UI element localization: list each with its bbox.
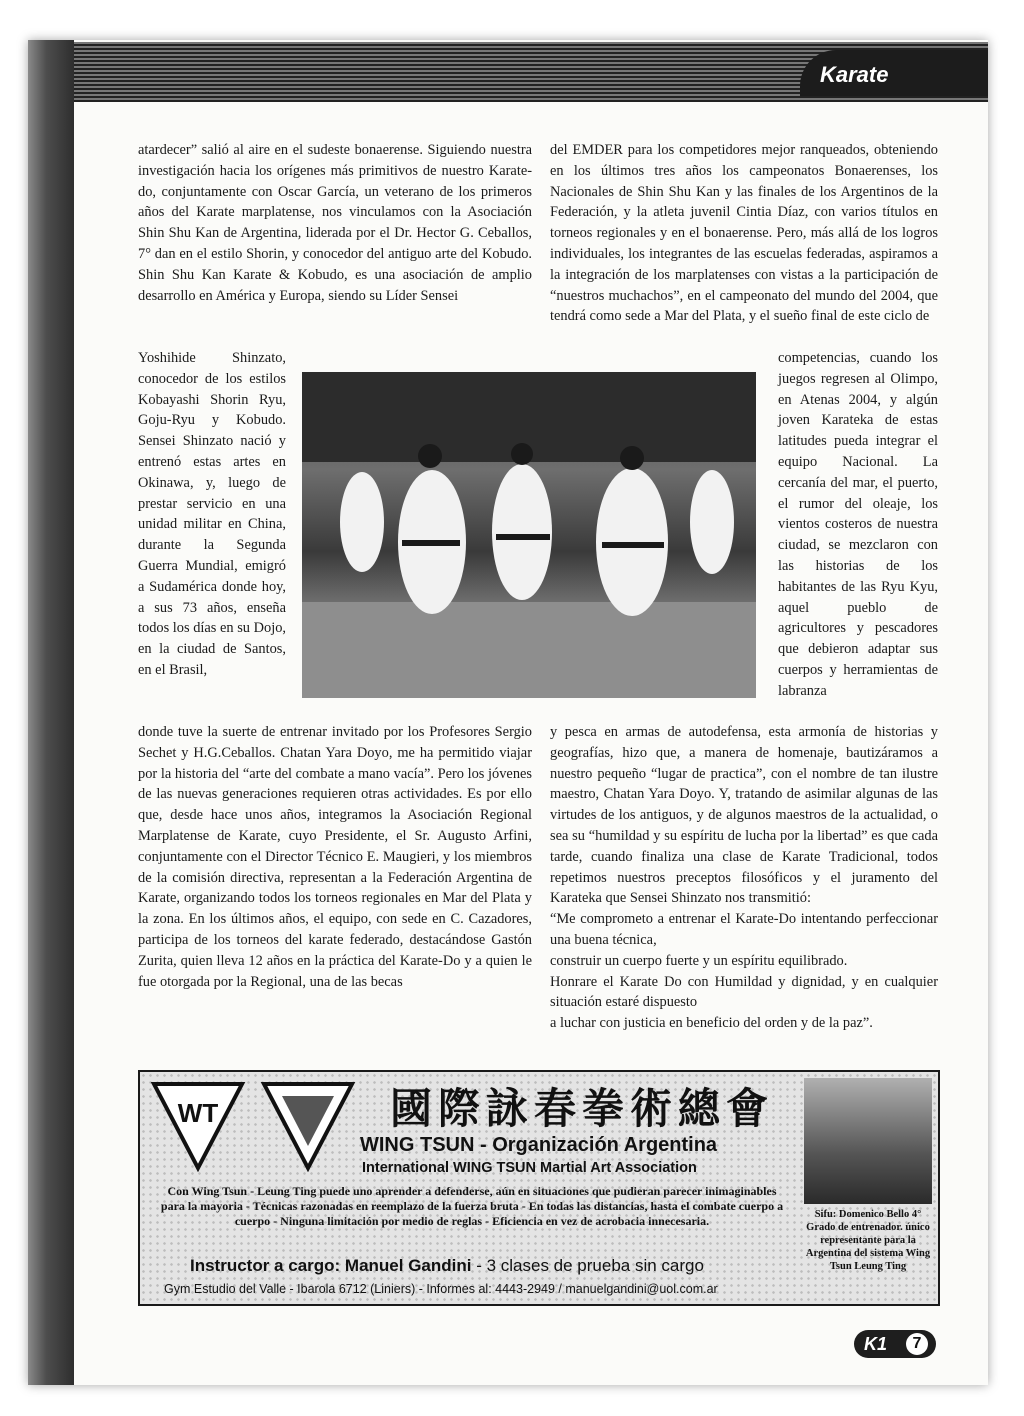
page-number: 7	[906, 1333, 928, 1355]
instructor-extra: - 3 clases de prueba sin cargo	[471, 1256, 704, 1275]
oath-line: Honrare el Karate Do con Humildad y dignidad, y en cualquier situación estaré dispuesto	[550, 973, 938, 1011]
sifu-photo	[804, 1078, 932, 1204]
page-spine	[28, 40, 74, 1385]
wing-tsun-ad	[138, 1070, 940, 1306]
page-folio	[854, 1330, 936, 1358]
sifu-caption: Sifu: Domenico Bello 4° Grado de entrenador. único representante para la Argentina del sistema Wing Tsun Leung Ting	[805, 1209, 931, 1272]
article-left-top	[138, 140, 532, 306]
oath-line: a luchar con justicia en beneficio del orden y de la paz”.	[550, 1015, 873, 1032]
article-text: del EMDER para los competidores mejor ranqueados, obteniendo en los últimos tres años los campeonatos Bonaerenses, los Nacionales de Shin Shu Kan y las finales de los Argentinos de la Federación, y la atleta juvenil Cintia Díaz, con varios títulos en torneos regionales y en el bonaerense. Pero, más allá de los logros individuales, los integrantes de las escuelas federadas, aspiramos a la integración de los marplatenses con vistas a la participación de “nuestros muchachos”, en el campeonato del mundo del 2004, que tendrá como sede a Mar del Plata, y el sueño final de este ciclo de	[550, 142, 938, 325]
photo-illustration	[302, 372, 756, 698]
article-left-wrap	[138, 348, 286, 681]
oath-line: construir un cuerpo fuerte y un espíritu equilibrado.	[550, 952, 848, 969]
instructor-label: Instructor a cargo: Manuel Gandini	[190, 1256, 472, 1275]
ad-chinese-title: 國際詠春拳術總會	[390, 1084, 775, 1133]
article-text: donde tuve la suerte de entrenar invitado por los Profesores Sergio Sechet y H.G.Ceballos. Chatan Yara Doyo, me ha permitido viajar por la historia del “arte del combate a mano vacía”. Pero los jóvenes de las nuevas generaciones requieren otras actividades. Es por ello que, desde hace unos años, integramos la Asociación Regional Marplatense de Karate, cuyo Presidente, el Sr. Augusto Arfini, conjuntamente con el Director Técnico E. Maugieri, y los miembros de la comisión directiva, representan a la Federación Argentina de Karate, organizando todos los torneos regionales en Mar del Plata y la zona. En los últimos años, el equipo, con sede en C. Cazadores, participa de los torneos del karate federado, destacándose Gastón Zurita, quien lleva 12 años en la práctica del Karate-Do y a quien le fue otorgada por la Regional, una de las becas	[138, 724, 532, 990]
article-text: y pesca en armas de autodefensa, esta armonía de historias y geografías, hizo que, a manera de homenaje, bautizáramos a nuestro pequeño “lugar de practica”, con el nombre de tan ilustre maestro, Chatan Yara Doyo. Y, tratando de asimilar algunas de las virtudes de los antiguos, y de algunos maestros de la actualidad, o sea su “humildad y su espíritu de lucha por la libertad” es que cada tarde, cuando finaliza una clase de Karate Tradicional, todos repetimos nuestros preceptos filosóficos y el juramento del Karateka que Sensei Shinzato nos transmitió:	[550, 724, 938, 907]
article-text: atardecer” salió al aire en el sudeste bonaerense. Siguiendo nuestra investigación hacia los orígenes más primitivos de nuestro Karate-do, conjuntamente con Oscar García, un veterano de los primeros años del Karate marplatense, nos vinculamos con la Asociación Shin Shu Kan de Argentina, liderada por el Dr. Hector G. Ceballos, 7° dan en el estilo Shorin, y conocedor del antiguo arte del Kobudo. Shin Shu Kan Karate & Kobudo, es una asociación de amplio desarrollo en América y Europa, siendo su Líder Sensei	[138, 142, 532, 304]
ad-contact-footer: Gym Estudio del Valle - Ibarola 6712 (Liniers) - Informes al: 4443-2949 / manuelgandini@uol.com.ar	[164, 1282, 718, 1296]
section-label: Karate	[820, 62, 889, 87]
article-right-bottom	[550, 722, 938, 1034]
magazine-page	[28, 40, 988, 1385]
article-left-bottom	[138, 722, 532, 992]
wt-logo-text: WT	[177, 1098, 219, 1128]
article-text: competencias, cuando los juegos regresen al Olimpo, en Atenas 2004, y algún joven Karateka de estas latitudes pueda integrar el equipo Nacional. La cercanía del mar, el puerto, el rumor del oleaje, los vientos costeros de nuestra ciudad, se mezclaron con las historias de los habitantes de las Ryu Kyu, aquel pueblo de agricultores y pescadores que debieron adaptar sus cuerpos y herramientas de labranza	[778, 350, 938, 699]
triangle-logo-icon	[260, 1080, 356, 1172]
ad-subtitle: International WING TSUN Martial Art Association	[362, 1160, 697, 1176]
article-text: Yoshihide Shinzato, conocedor de los estilos Kobayashi Shorin Ryu, Goju-Ryu y Kobudo. Sensei Shinzato nació y entrenó estas artes en Okinawa, y, luego de prestar servicio en una unidad militar en China, durante la Segunda Guerra Mundial, emigró a Sudamérica donde hoy, a sus 73 años, enseña todos los días en su Dojo, en la ciudad de Santos, en el Brasil,	[138, 350, 286, 678]
article-right-top	[550, 140, 938, 327]
karate-training-photo	[302, 372, 756, 698]
ad-body: Con Wing Tsun - Leung Ting puede uno aprender a defenderse, aún en situaciones que pudieran parecer inimaginables para la mayoria - Técnicas razonadas en reemplazo de la fuerza bruta - En todas las distancias, hasta el combate cuerpo a cuerpo - Ninguna limitación por medio de reglas - Eficiencia en vez de acrobacia innecesaria.	[160, 1184, 784, 1228]
article-right-wrap	[778, 348, 938, 702]
oath-line: “Me comprometo a entrenar el Karate-Do intentando perfeccionar una buena técnica,	[550, 911, 938, 948]
ad-title: WING TSUN - Organización Argentina	[360, 1134, 718, 1156]
folio-brand: K1	[864, 1334, 888, 1354]
ad-instructor-line	[190, 1256, 704, 1276]
wt-logo-icon	[150, 1080, 246, 1172]
